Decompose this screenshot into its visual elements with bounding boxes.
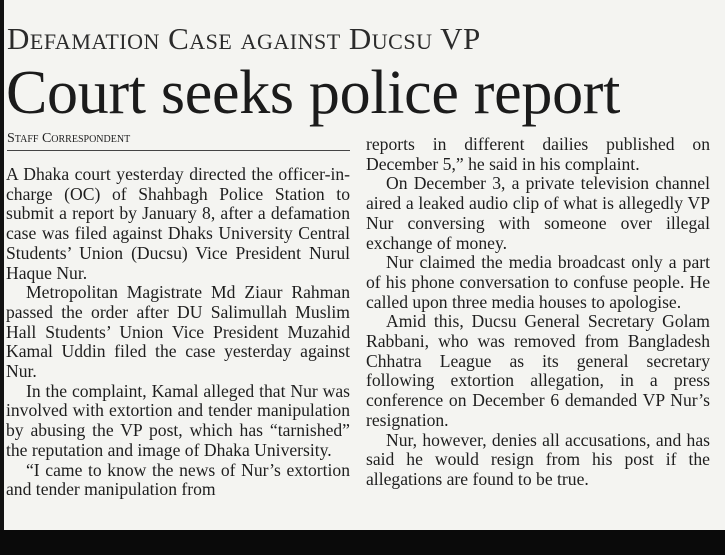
paragraph-right-2: On December 3, a private television channel aired a leaked audio clip of what is allegedly VP Nur conversing with someone over illegal exchange of money. (366, 173, 710, 253)
paragraph-left-3: In the complaint, Kamal alleged that Nur was involved with extortion and tender manipulation by abusing the VP post, which has “tarnished” the reputation and image of Dhaka University. (6, 380, 350, 460)
newspaper-clipping (4, 0, 725, 530)
paragraph-right-5: Nur, however, denies all accusations, and has said he would resign from his post if the allegations are found to be true. (366, 429, 710, 489)
article-column-left (6, 165, 350, 500)
paragraph-left-4: “I came to know the news of Nur’s extortion and tender manipulation from (6, 459, 350, 500)
article-kicker: Defamation Case against Ducsu VP (7, 21, 481, 56)
article-headline: Court seeks police report (6, 59, 621, 127)
article-byline: Staff Correspondent (7, 131, 131, 146)
paragraph-left-1: A Dhaka court yesterday directed the officer-in-charge (OC) of Shahbagh Police Station to submit a report by January 8, after a defamation case was filed against Dhaks University Central Students’ Union (Ducsu) Vice President Nurul Haque Nur. (6, 164, 350, 283)
byline-divider (7, 150, 350, 151)
article-column-right (366, 135, 710, 490)
paragraph-left-2: Metropolitan Magistrate Md Ziaur Rahman passed the order after DU Salimullah Muslim Hall Students’ Union Vice President Muzahid Kamal Uddin filed the case yesterday against Nur. (6, 282, 350, 382)
scan-bottom-edge (0, 530, 725, 555)
paragraph-right-1: reports in different dailies published on December 5,” he said in his complaint. (366, 134, 710, 174)
paragraph-right-4: Amid this, Ducsu General Secretary Golam Rabbani, who was removed from Bangladesh Chhatra League as its general secretary following extortion allegation, in a press conference on December 6 demanded VP Nur’s resignation. (366, 311, 710, 430)
paragraph-right-3: Nur claimed the media broadcast only a part of his phone conversation to confuse people. He called upon three media houses to apologise. (366, 252, 710, 312)
